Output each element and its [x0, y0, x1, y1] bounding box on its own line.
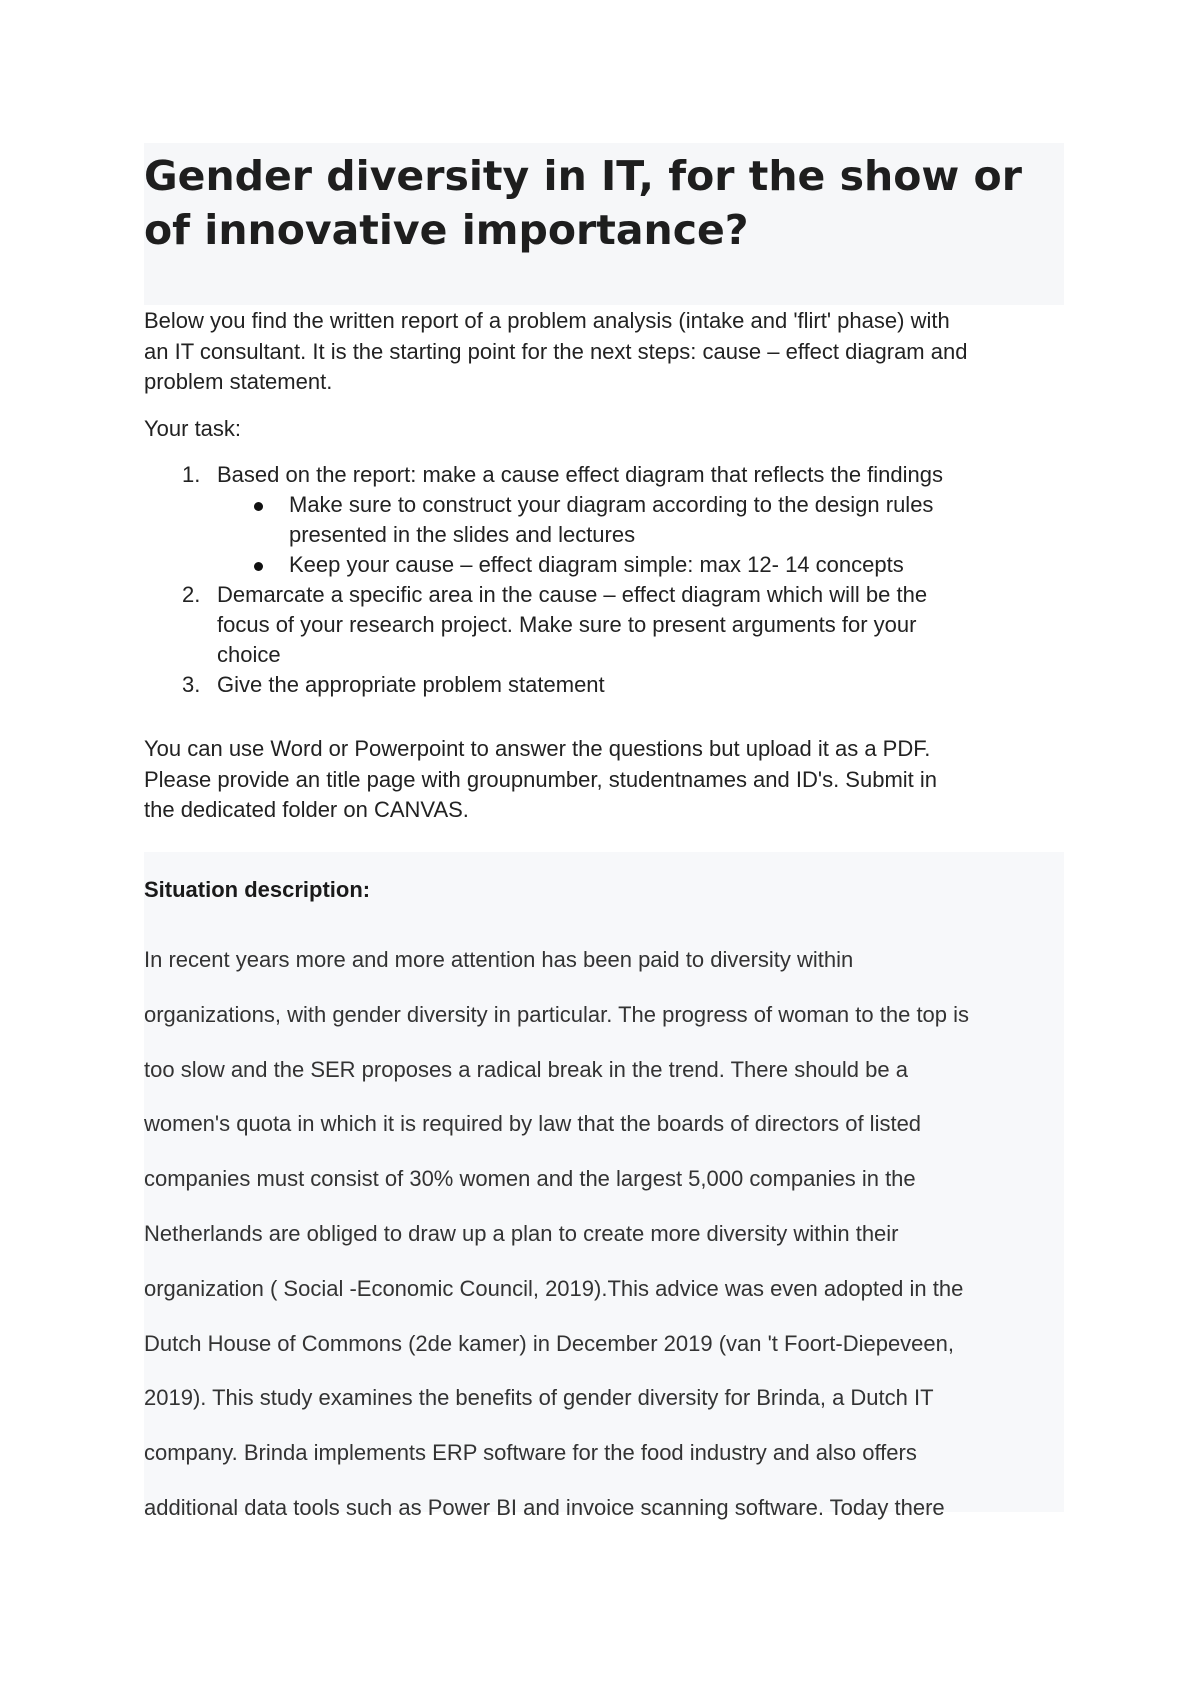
task-text: Demarcate a specific area in the cause – effect diagram which will be the	[217, 582, 928, 607]
task-subitem-1	[144, 490, 1084, 550]
task-text: Based on the report: make a cause effect diagram that reflects the findings	[217, 462, 944, 487]
subitem-text: Keep your cause – effect diagram simple: max 12- 14 concepts	[289, 552, 904, 577]
task-text: focus of your research project. Make sure to present arguments for your	[217, 612, 917, 637]
task-number: 2.	[182, 582, 201, 607]
situation-line: organizations, with gender diversity in particular. The progress of woman to the top is	[144, 1001, 970, 1027]
intro-line: an IT consultant. It is the starting point for the next steps: cause – effect diagram and	[144, 338, 968, 364]
title-block	[144, 143, 1064, 305]
situation-line: women's quota in which it is required by law that the boards of directors of listed	[144, 1111, 922, 1137]
situation-text	[144, 933, 1084, 1536]
situation-line: organization ( Social -Economic Council, 2019).This advice was even adopted in the	[144, 1275, 964, 1301]
subitem-text: Make sure to construct your diagram according to the design rules	[289, 492, 934, 517]
upload-line: You can use Word or Powerpoint to answer the questions but upload it as a PDF.	[144, 736, 931, 761]
task-subitem-2	[144, 550, 1084, 580]
intro-line: Below you find the written report of a problem analysis (intake and 'flirt' phase) with	[144, 308, 950, 333]
upload-line: Please provide an title page with groupnumber, studentnames and ID's. Submit in	[144, 766, 937, 792]
upload-line: the dedicated folder on CANVAS.	[144, 797, 469, 822]
situation-line: Dutch House of Commons (2de kamer) in December 2019 (van 't Foort-Diepeveen,	[144, 1330, 955, 1356]
task-number: 3.	[182, 672, 201, 697]
situation-line: additional data tools such as Power BI and invoice scanning software. Today there	[144, 1494, 945, 1520]
task-list	[144, 460, 1084, 700]
task-number: 1.	[182, 462, 201, 487]
situation-heading: Situation description:	[144, 877, 371, 902]
task-item-3	[144, 670, 1084, 700]
task-text: choice	[217, 642, 281, 667]
situation-line: Netherlands are obliged to draw up a plan to create more diversity within their	[144, 1220, 899, 1246]
situation-line: 2019). This study examines the benefits of gender diversity for Brinda, a Dutch IT	[144, 1385, 934, 1411]
task-item-2	[144, 580, 1084, 670]
situation-section	[144, 852, 1064, 1520]
page-title	[144, 143, 1064, 257]
upload-instructions	[144, 734, 1084, 826]
intro-line: problem statement.	[144, 369, 333, 394]
bullet-icon	[254, 502, 263, 511]
bullet-icon	[254, 562, 263, 571]
situation-line: too slow and the SER proposes a radical break in the trend. There should be a	[144, 1056, 908, 1082]
task-text: Give the appropriate problem statement	[217, 672, 605, 697]
situation-line: companies must consist of 30% women and the largest 5,000 companies in the	[144, 1166, 916, 1192]
task-label: Your task:	[144, 416, 242, 441]
title-line: Gender diversity in IT, for the show or	[144, 152, 1022, 200]
situation-line: company. Brinda implements ERP software for the food industry and also offers	[144, 1440, 917, 1466]
intro-paragraph	[144, 306, 1084, 398]
title-line: of innovative importance?	[144, 206, 749, 254]
situation-line: In recent years more and more attention has been paid to diversity within	[144, 947, 854, 972]
task-item-1	[144, 460, 1084, 490]
subitem-text: presented in the slides and lectures	[289, 522, 636, 547]
